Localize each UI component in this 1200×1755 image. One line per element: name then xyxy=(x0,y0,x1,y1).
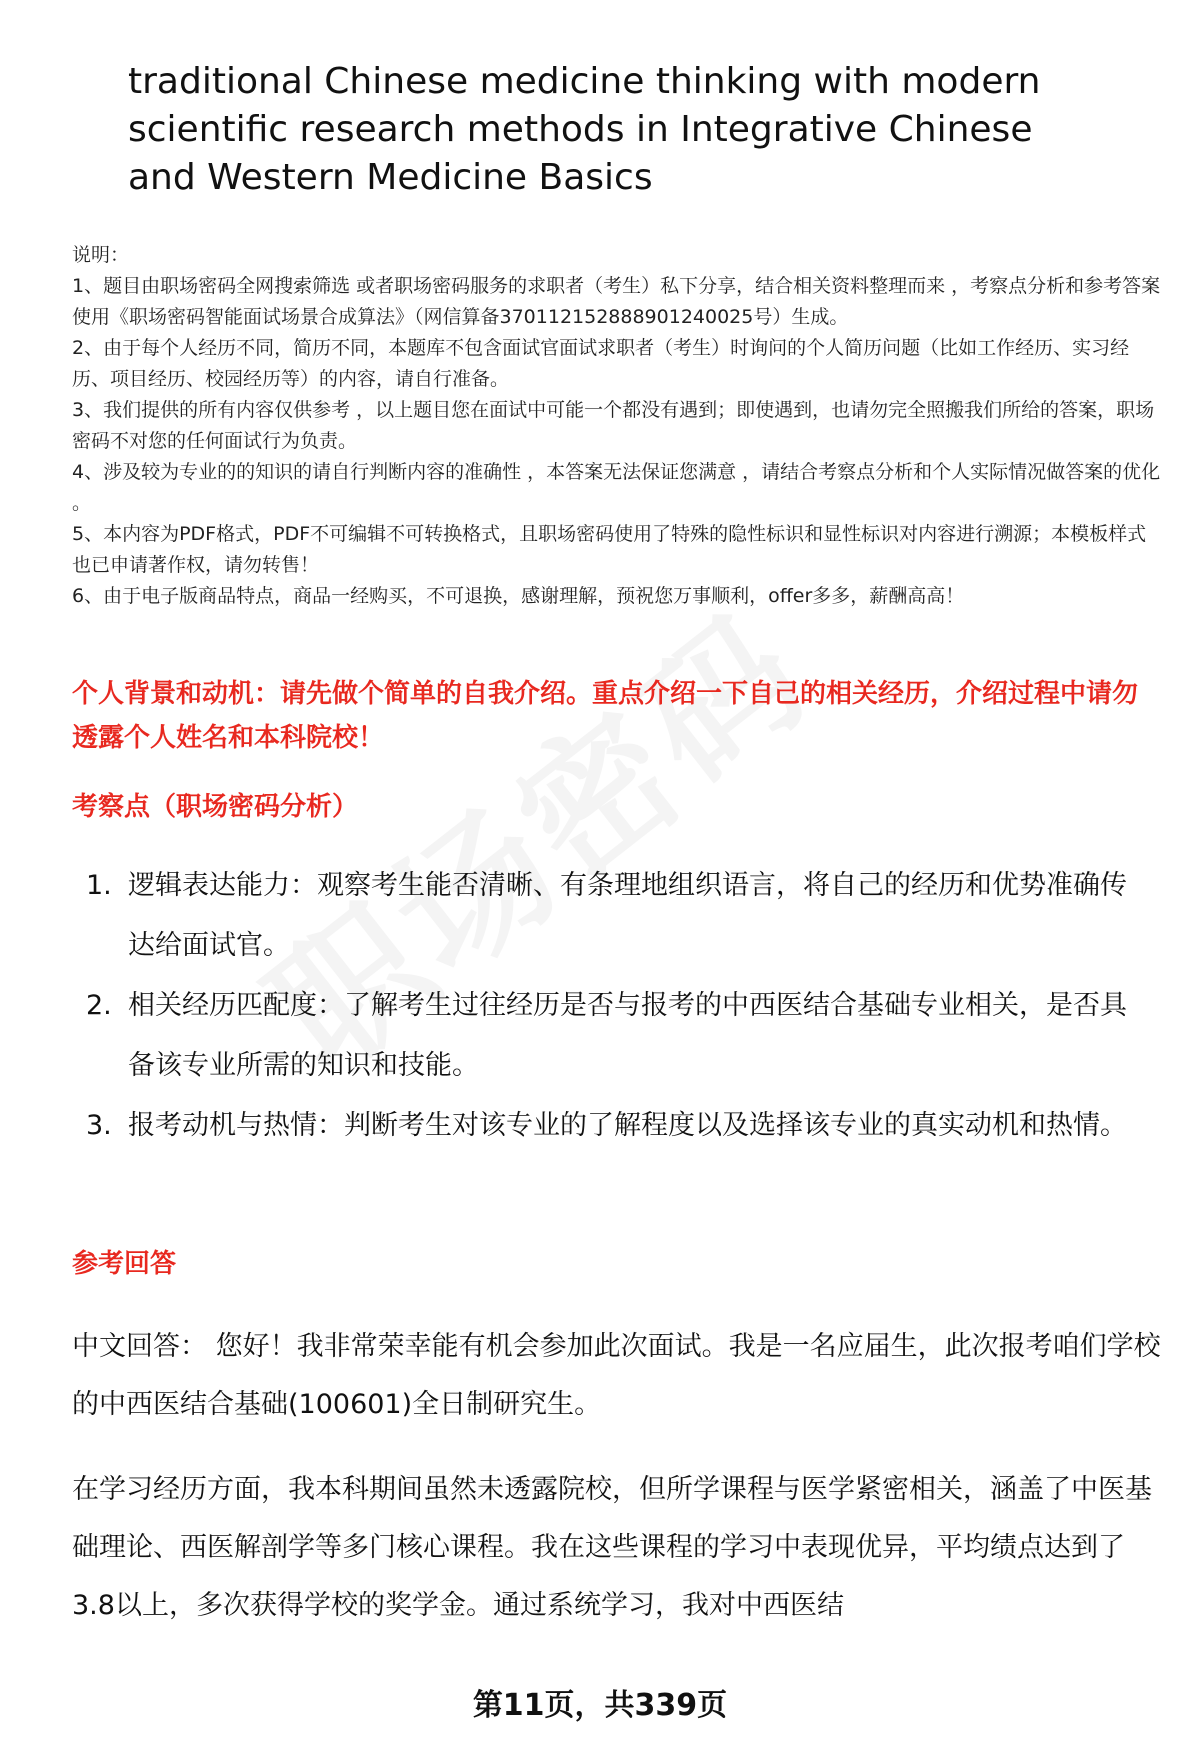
answer-paragraph: 在学习经历方面，我本科期间虽然未透露院校，但所学课程与医学紧密相关，涵盖了中医基础理论、西医解剖学等多门核心课程。我在这些课程的学习中表现优异，平均绩点达到了3.8以上，多次获得学校的奖学金。通过系统学习，我对中西医结 xyxy=(72,1474,1152,1621)
reference-heading: 参考回答 xyxy=(72,1249,177,1279)
answer-paragraph: 中文回答： 您好！我非常荣幸能有机会参加此次面试。我是一名应届生，此次报考咱们学校的中西医结合基础(100601)全日制研究生。 xyxy=(72,1331,1161,1420)
point-number: 3. xyxy=(86,1110,112,1141)
point-number: 2. xyxy=(86,990,112,1021)
analysis-point xyxy=(72,976,1152,1096)
analysis-point xyxy=(72,856,1152,976)
note-item: 1、题目由职场密码全网搜索筛选 或者职场密码服务的求职者（考生）私下分享，结合相关资料整理而来 ，考察点分析和参考答案使用《职场密码智能面试场景合成算法》（网信算备370112152888901240025号）生成。 xyxy=(72,275,1161,328)
note-item: 2、由于每个人经历不同，简历不同，本题库不包含面试官面试求职者（考生）时询问的个人简历问题（比如工作经历、实习经历、项目经历、校园经历等）的内容，请自行准备。 xyxy=(72,337,1130,390)
point-text: 相关经历匹配度：了解考生过往经历是否与报考的中西医结合基础专业相关，是否具备该专业所需的知识和技能。 xyxy=(128,990,1127,1081)
disclaimer-notes xyxy=(72,240,1162,612)
note-item: 6、由于电子版商品特点，商品一经购买，不可退换，感谢理解，预祝您万事顺利，offer多多，薪酬高高！ xyxy=(72,585,965,607)
point-number: 1. xyxy=(86,870,112,901)
point-text: 逻辑表达能力：观察考生能否清晰、有条理地组织语言，将自己的经历和优势准确传达给面试官。 xyxy=(128,870,1127,961)
note-item: 5、本内容为PDF格式，PDF不可编辑不可转换格式，且职场密码使用了特殊的隐性标识和显性标识对内容进行溯源；本模板样式也已申请著作权，请勿转售！ xyxy=(72,523,1147,576)
point-text: 报考动机与热情：判断考生对该专业的了解程度以及选择该专业的真实动机和热情。 xyxy=(128,1110,1127,1141)
interview-question: 个人背景和动机：请先做个简单的自我介绍。重点介绍一下自己的相关经历，介绍过程中请勿透露个人姓名和本科院校！ xyxy=(72,679,1139,753)
note-item: 4、涉及较为专业的的知识的请自行判断内容的准确性 ，本答案无法保证您满意 ，请结合考察点分析和个人实际情况做答案的优化 。 xyxy=(72,461,1161,514)
analysis-points-list xyxy=(72,856,1152,1156)
notes-label: 说明： xyxy=(72,244,130,266)
analysis-point xyxy=(72,1096,1152,1156)
analysis-heading: 考察点（职场密码分析） xyxy=(72,792,359,822)
page-number: 第11页，共339页 xyxy=(472,1688,728,1723)
note-item: 3、我们提供的所有内容仅供参考 ，以上题目您在面试中可能一个都没有遇到；即使遇到，也请勿完全照搬我们所给的答案，职场密码不对您的任何面试行为负责。 xyxy=(72,399,1155,452)
page-title: traditional Chinese medicine thinking with modern scientific research methods in Integrative Chinese and Western Medicine Basics xyxy=(128,61,1041,198)
